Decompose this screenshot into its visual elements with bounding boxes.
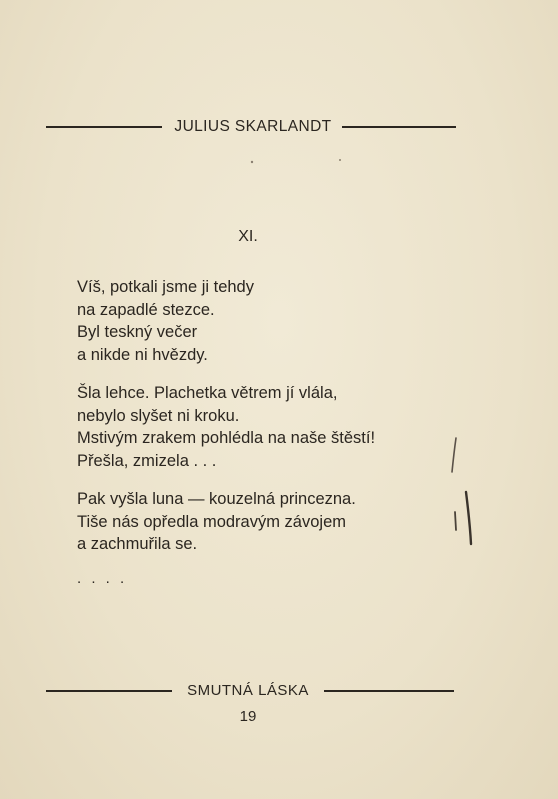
poem-line: Šla lehce. Plachetka větrem jí vlála, bbox=[77, 384, 338, 402]
paper-speck bbox=[339, 159, 341, 161]
poem-line: a nikde ni hvězdy. bbox=[77, 345, 208, 364]
stanza-2 bbox=[77, 382, 467, 472]
running-header bbox=[46, 116, 456, 138]
paper-speck bbox=[251, 161, 253, 163]
header-rule-right bbox=[342, 126, 456, 128]
footer-rule-left bbox=[46, 690, 172, 692]
book-title: SMUTNÁ LÁSKA bbox=[187, 682, 309, 699]
poem-line: nebylo slyšet ni kroku. bbox=[77, 406, 240, 425]
poem-line: Přešla, zmizela . . . bbox=[77, 451, 217, 470]
footer-rule-right bbox=[324, 690, 454, 692]
poem-line: a zachmuřila se. bbox=[77, 535, 198, 553]
page-number: 19 bbox=[239, 708, 257, 725]
header-rule-left bbox=[46, 126, 162, 128]
poem-numeral-text: XI. bbox=[238, 228, 258, 245]
stanza-3 bbox=[77, 488, 467, 556]
poem-line: Pak vyšla luna — kouzelná princezna. bbox=[77, 490, 356, 508]
poem-line: Byl teskný večer bbox=[77, 323, 198, 341]
poem-numeral bbox=[0, 226, 500, 248]
poem-line: na zapadlé stezce. bbox=[77, 300, 215, 319]
running-footer bbox=[46, 680, 454, 702]
poem-line: Víš, potkali jsme ji tehdy bbox=[77, 278, 254, 296]
poem-line: Mstivým zrakem pohlédla na naše štěstí! bbox=[77, 429, 376, 447]
author-name: JULIUS SKARLANDT bbox=[174, 118, 332, 135]
poem-line: Tiše nás opředla modravým závojem bbox=[77, 512, 346, 531]
poem-body bbox=[77, 276, 467, 556]
poem-ellipsis: . . . . bbox=[77, 570, 128, 587]
stanza-1 bbox=[77, 276, 467, 366]
